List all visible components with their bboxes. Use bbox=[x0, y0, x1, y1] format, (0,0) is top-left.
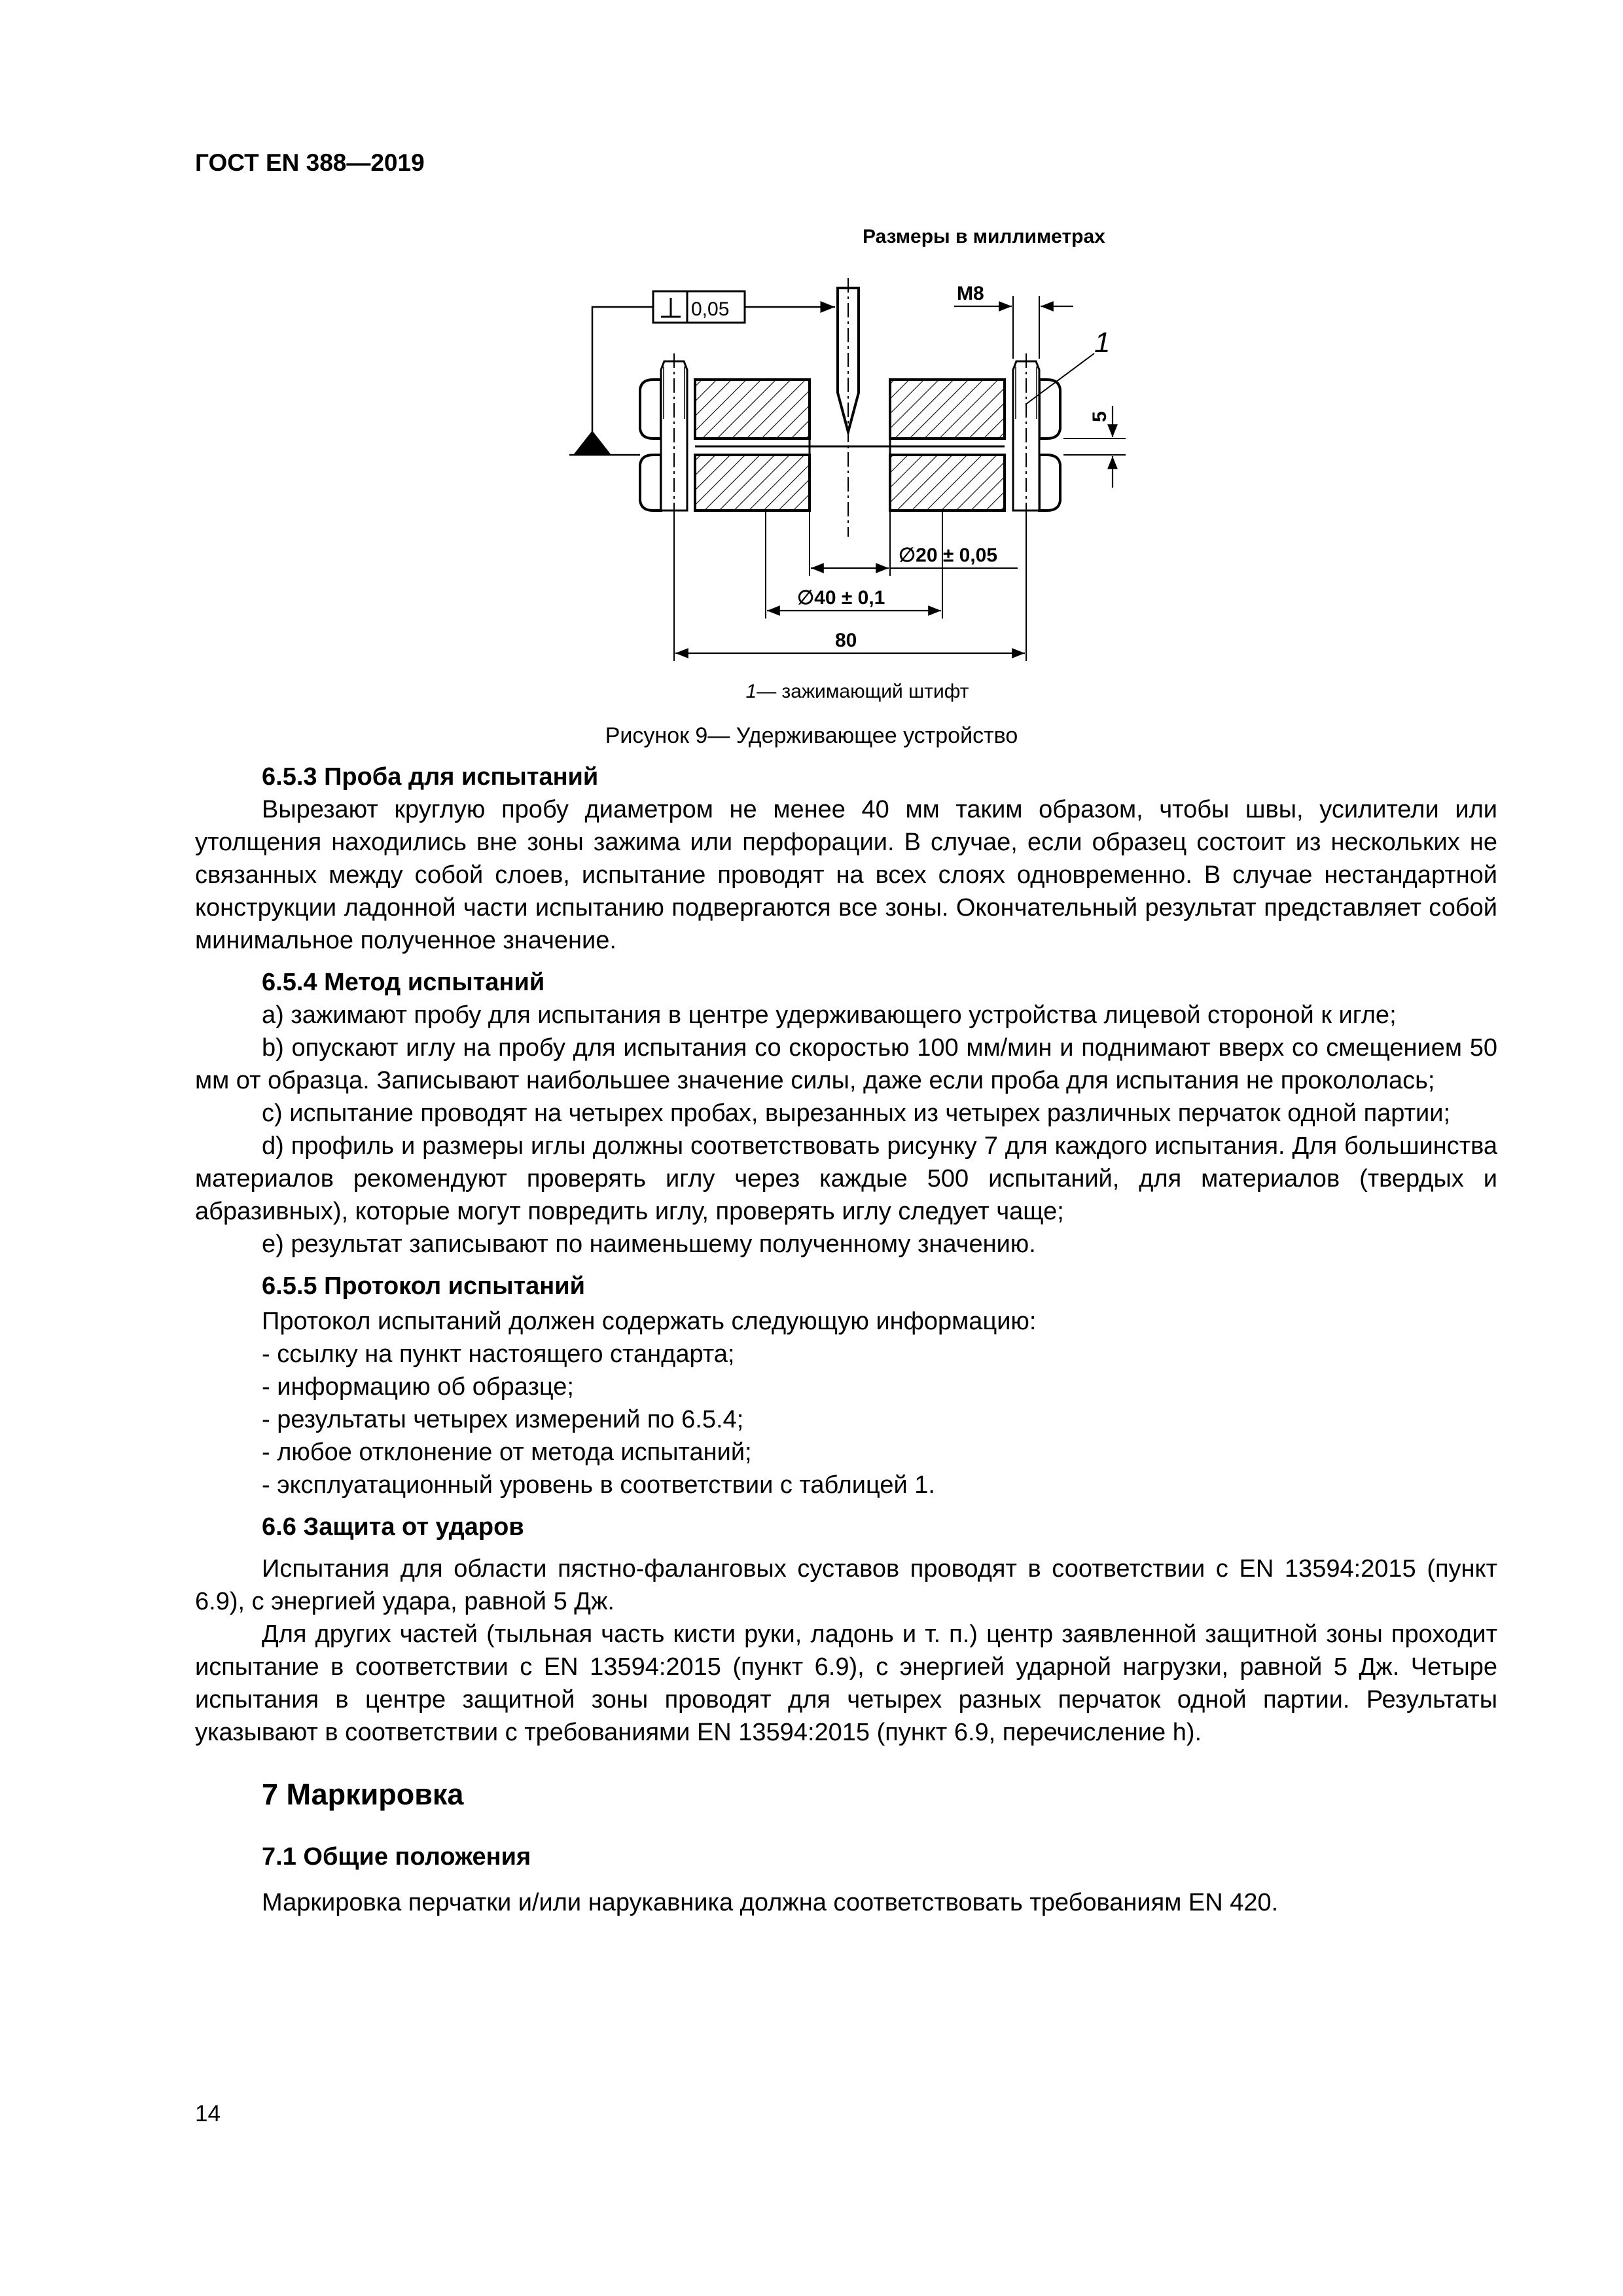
report-item: - результаты четырех измерений по 6.5.4; bbox=[262, 1406, 744, 1433]
dim-5-label: 5 bbox=[1089, 411, 1111, 422]
dimension-d40 bbox=[767, 587, 941, 611]
paragraph-6-6-1: Испытания для области пястно-фаланговых суставов проводят в соответствии с EN 13594:2015 (пункт 6.9), с энергией удара, равной 5 Дж. bbox=[195, 1555, 1497, 1615]
dimension-80 bbox=[675, 630, 1025, 653]
lower-plate bbox=[640, 455, 1060, 511]
method-item-d: d) профиль и размеры иглы должны соответствовать рисунку 7 для каждого испытания. Для большинства материалов рекомендуют проверять иглу через каждые 500 испытаний, для материалов (твердых и абразивных), которые могут повредить иглу, проверять иглу следует чаще; bbox=[195, 1132, 1497, 1225]
heading-7-1: 7.1 Общие положения bbox=[262, 1843, 531, 1871]
heading-6-6: 6.6 Защита от ударов bbox=[262, 1513, 524, 1541]
dimension-5 bbox=[1063, 406, 1126, 488]
method-item-a: а) зажимают пробу для испытания в центре удерживающего устройства лицевой стороной к игле; bbox=[262, 1001, 1397, 1029]
heading-6-5-5: 6.5.5 Протокол испытаний bbox=[262, 1272, 585, 1300]
paragraph-6-5-3: Вырезают круглую пробу диаметром не менее 40 мм таким образом, чтобы швы, усилители или утолщения находились вне зоны зажима или перфорации. В случае, если образец состоит из нескольких не связанных между собой слоев, испытание проводят на всех слоях одновременно. В случае нестандартной конструкции ладонной части испытанию подвергаются все зоны. Окончательный результат представляет собой минимальное полученное значение. bbox=[195, 796, 1497, 954]
d20-label: ∅20 ± 0,05 bbox=[899, 545, 998, 566]
method-item-b: b) опускают иглу на пробу для испытания со скоростью 100 мм/мин и поднимают вверх со смещением 50 мм от образца. Записывают наибольшее значение силы, даже если проба для испытания не прокололась; bbox=[195, 1034, 1497, 1094]
holding-device-drawing bbox=[0, 0, 1623, 726]
d40-label: ∅40 ± 0,1 bbox=[797, 587, 885, 609]
legend-number: 1 bbox=[745, 681, 757, 702]
dimension-d20 bbox=[811, 545, 1018, 568]
paragraph-6-6-2: Для других частей (тыльная часть кисти руки, ладонь и т. п.) центр заявленной защитной зоны проходит испытание в соответствии с EN 13594:2015 (пункт 6.9), с энергией ударной нагрузки, равной 5 Дж. Четыре испытания в центре защитной зоны проводят для четырех разных перчаток одной партии. Результаты указывают в соответствии с требованиями EN 13594:2015 (пункт 6.9, перечисление h). bbox=[195, 1621, 1497, 1746]
document-code: ГОСТ EN 388—2019 bbox=[195, 149, 425, 176]
paragraph-7-1: Маркировка перчатки и/или нарукавника должна соответствовать требованиям EN 420. bbox=[262, 1889, 1279, 1916]
tolerance-value: 0,05 bbox=[691, 298, 730, 320]
figure-caption: Рисунок 9— Удерживающее устройство bbox=[605, 723, 1018, 748]
units-note: Размеры в миллиметрах bbox=[863, 226, 1105, 247]
document-body bbox=[195, 761, 1497, 1919]
dimension-m8 bbox=[954, 283, 1073, 359]
report-item: - эксплуатационный уровень в соответствии с таблицей 1. bbox=[262, 1471, 935, 1499]
method-item-c: с) испытание проводят на четырех пробах, вырезанных из четырех различных перчаток одной партии; bbox=[262, 1100, 1451, 1127]
legend-text: — зажимающий штифт bbox=[757, 681, 969, 702]
method-item-e: е) результат записывают по наименьшему полученному значению. bbox=[262, 1230, 1036, 1258]
figure-legend bbox=[726, 681, 988, 703]
page-number: 14 bbox=[195, 2101, 221, 2126]
callout-number: 1 bbox=[1094, 327, 1111, 359]
heading-6-5-4: 6.5.4 Метод испытаний bbox=[262, 969, 545, 996]
report-item: - ссылку на пункт настоящего стандарта; bbox=[262, 1340, 735, 1368]
report-intro: Протокол испытаний должен содержать следующую информацию: bbox=[262, 1308, 1037, 1335]
heading-7: 7 Маркировка bbox=[262, 1778, 464, 1811]
heading-6-5-3: 6.5.3 Проба для испытаний bbox=[262, 763, 599, 791]
report-item: - информацию об образце; bbox=[262, 1373, 574, 1401]
thread-label: М8 bbox=[957, 283, 984, 304]
dim-80-label: 80 bbox=[835, 630, 857, 651]
report-item: - любое отклонение от метода испытаний; bbox=[262, 1439, 752, 1466]
